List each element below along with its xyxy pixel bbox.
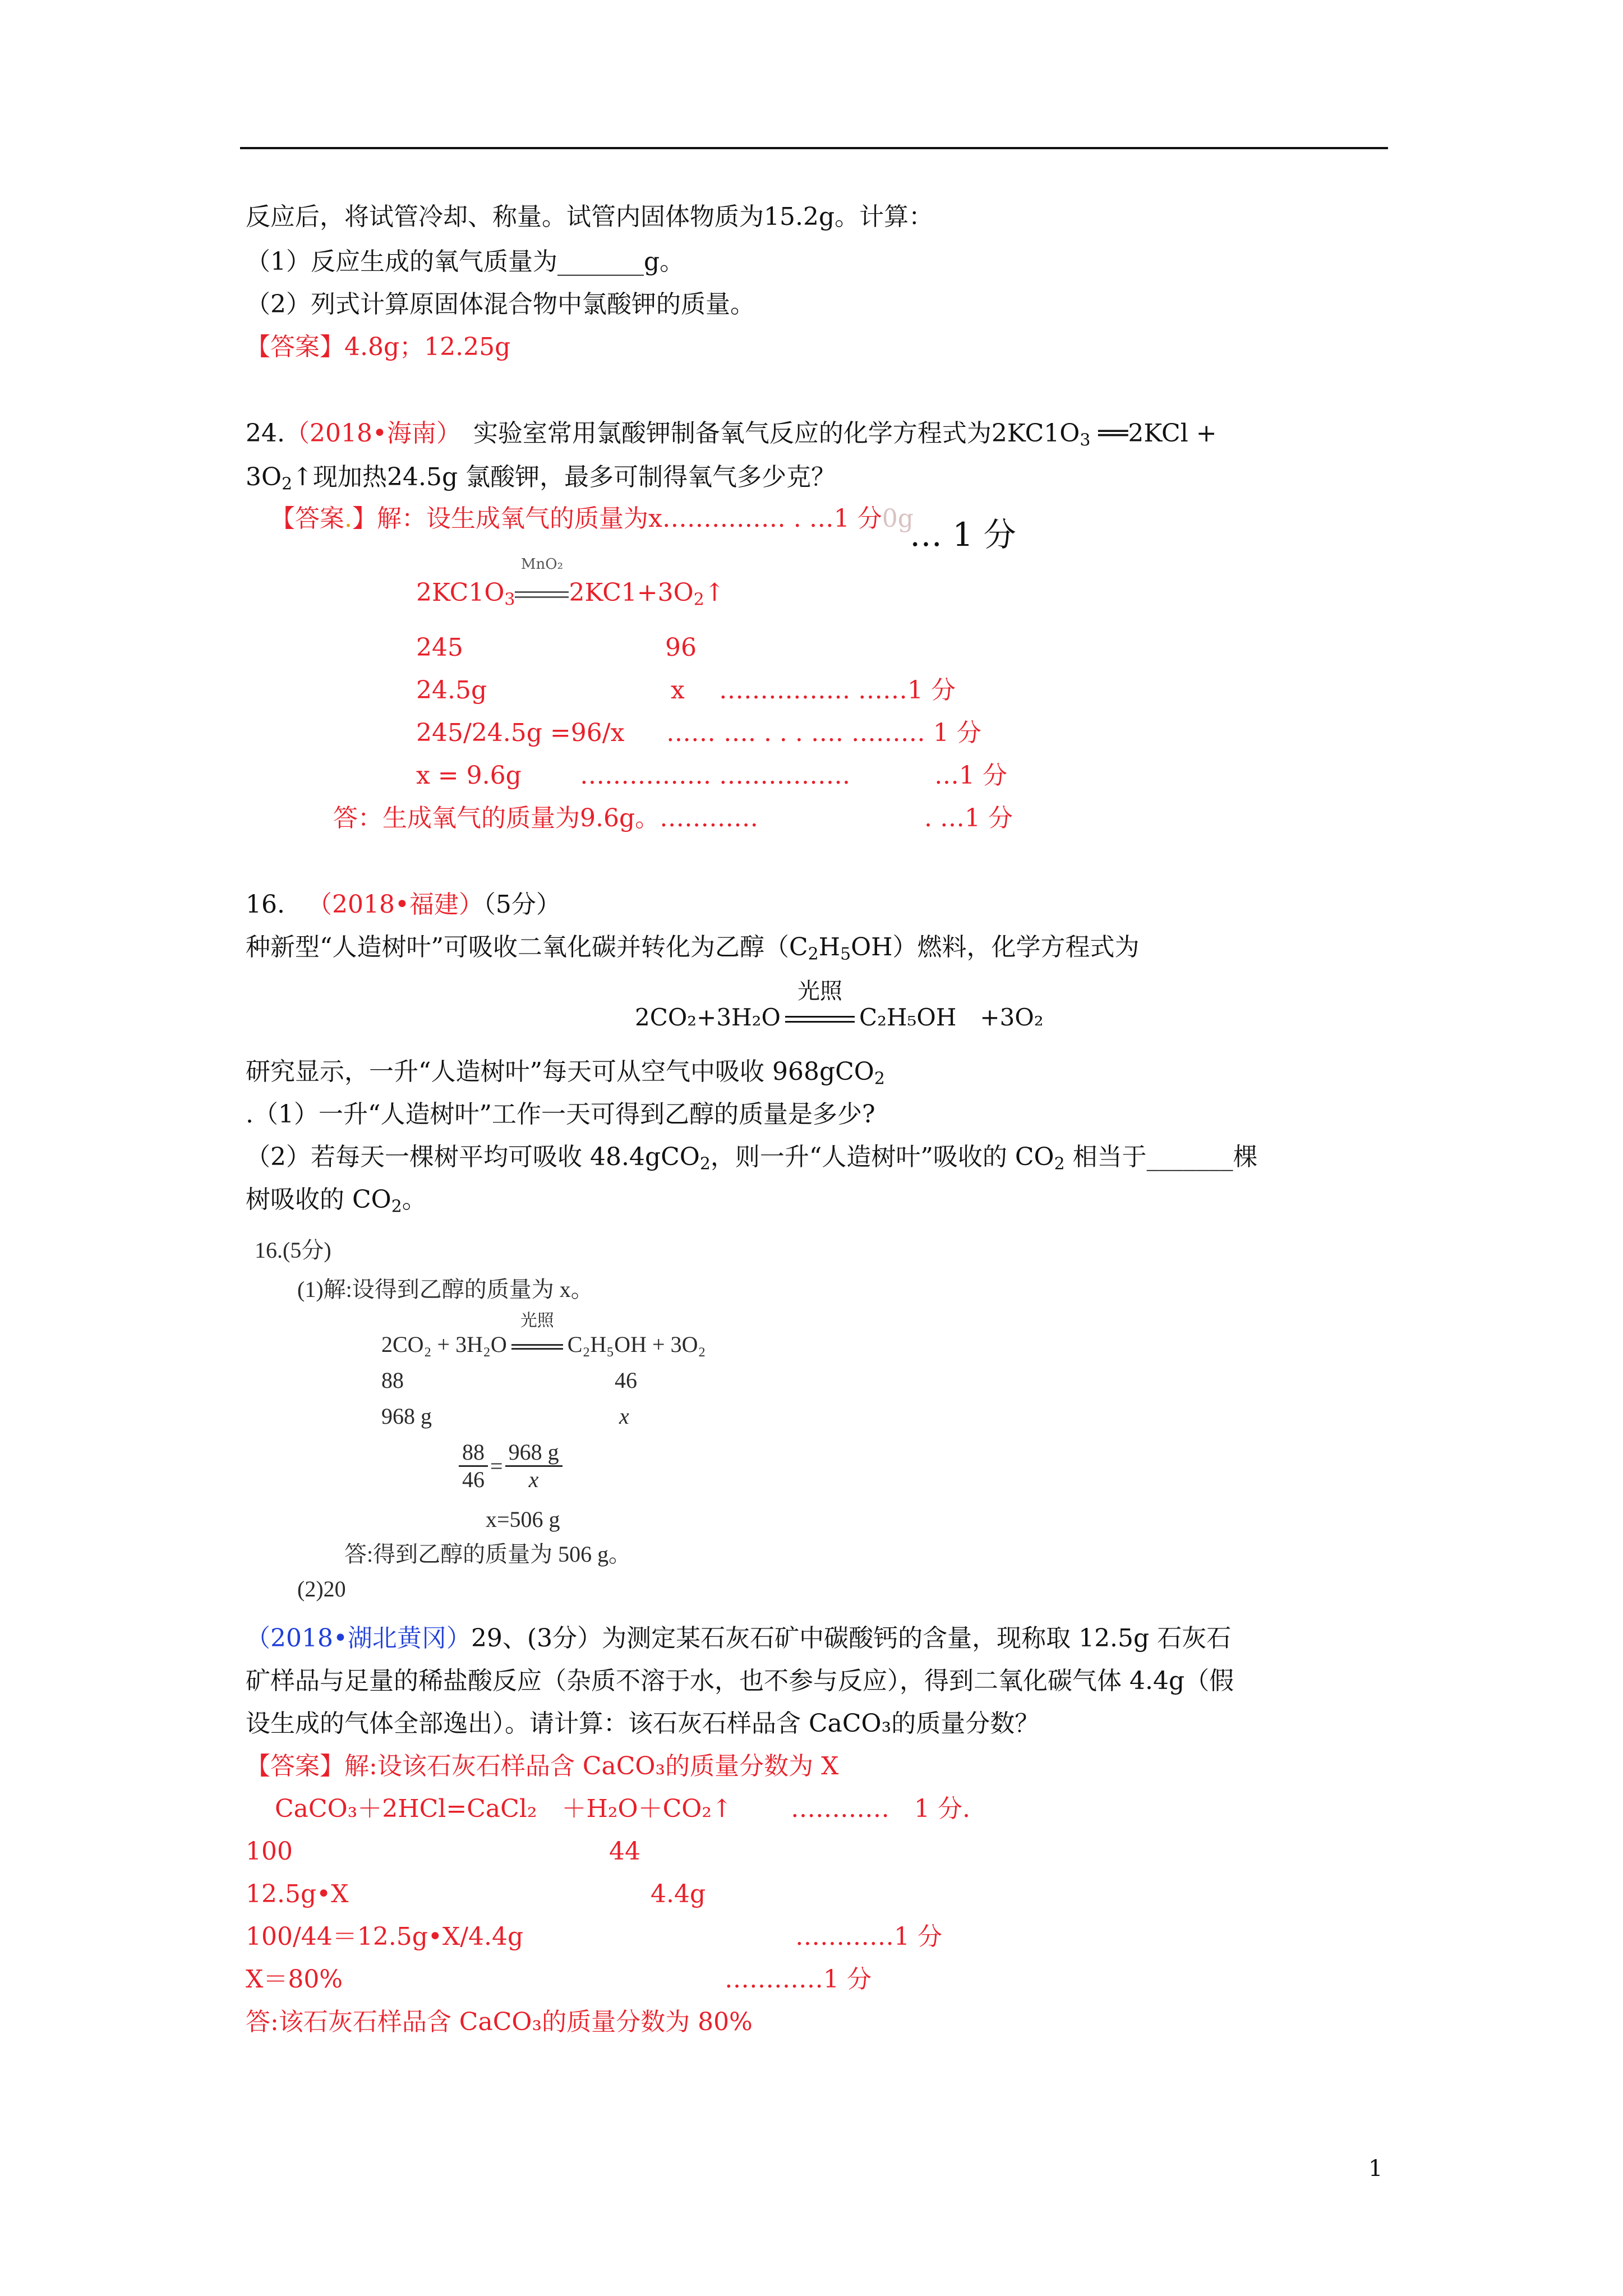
q16-sol-46: 46 (615, 1368, 637, 1393)
q24-equation (416, 556, 725, 610)
q16-sol-answer: 答:得到乙醇的质量为 506 g。 (344, 1542, 631, 1567)
q29-equation: CaCO₃＋2HCl=CaCl₂ ＋H₂O＋CO₂↑ (275, 1795, 732, 1823)
q24-stem-text: 实验室常用氯酸钾制备氧气反应的化学方程式为2KC1O (448, 419, 1080, 448)
q24-row2-score: ……………. ……1 分 (719, 676, 956, 705)
eq-arrow: ↑ (704, 578, 725, 607)
q29-row2-a: 12.5g•X (246, 1880, 349, 1908)
q24-source: （2018•海南） (284, 419, 449, 448)
eq-bar (515, 591, 569, 598)
intro-question-2: （2）列式计算原固体混合物中氯酸钾的质量。 (246, 290, 755, 319)
ghost-text: 0g (882, 504, 914, 533)
q24-row1-a: 245 (416, 633, 463, 662)
q16-sub2 (246, 1143, 1258, 1174)
q16-stem (246, 933, 1140, 964)
q16-sol-88: 88 (381, 1368, 404, 1393)
answer-label: 【答案 (270, 504, 344, 533)
q29-equation-score: ………… 1 分. (791, 1795, 970, 1823)
q29-conclusion: 答:该石灰石样品含 CaCO₃的质量分数为 80% (246, 2008, 753, 2036)
eq-condition (515, 556, 569, 608)
q24-stem-tail: ══2KCl + (1090, 419, 1217, 448)
q16-source: （2018•福建） (307, 890, 483, 919)
page-number: 1 (1368, 2156, 1383, 2182)
subscript: 2 (391, 1197, 402, 1217)
q16-sol-part2: (2)20 (297, 1576, 346, 1602)
answer-text: 】解：设生成氧气的质量为x…………… . …1 分 (352, 504, 882, 533)
q16-header (246, 891, 561, 919)
q16-sol-x: x (619, 1404, 629, 1429)
subscript: 2 (699, 1154, 711, 1174)
q16-research (246, 1058, 885, 1089)
eq-condition-label: 光照 (520, 1312, 554, 1330)
q24-big-score: … 1 分 (910, 516, 1016, 554)
subscript: 3 (504, 590, 515, 610)
q24-row4-dots: ……………. ……………. (580, 761, 850, 790)
sub2-line2-b: 。 (402, 1185, 427, 1214)
q29-stem-a: 29、(3分）为测定某石灰石矿中碳酸钙的含量，现称取 12.5g 石灰石 (471, 1624, 1232, 1653)
q24-line2-a: 3O (246, 463, 282, 491)
eq-condition (511, 1312, 563, 1358)
q29-answer (246, 1752, 838, 1781)
answer-label: 【答案】 (246, 1752, 344, 1780)
q16-sol-header: 16.(5分) (255, 1237, 331, 1263)
q24-row2-b: x (671, 676, 685, 705)
q16-points: （5分） (483, 890, 561, 919)
q29-stem-line3: 设生成的气体全部逸出）。请计算：该石灰石样品含 CaCO₃的质量分数？ (246, 1709, 1040, 1738)
eq-right: 2KC1+3O (569, 578, 694, 607)
intro-question-1: （1）反应生成的氧气质量为_______g。 (246, 247, 685, 276)
eq-condition-label: MnO₂ (520, 556, 563, 573)
q24-line2-b: ↑现加热24.5g 氯酸钾，最多可制得氧气多少克？ (292, 463, 836, 491)
fraction-right (505, 1439, 562, 1493)
q24-row4-score: …1 分 (934, 761, 1007, 790)
q24-row3-score: …… …. . . . …. ……… 1 分 (666, 719, 981, 747)
equals-sign: = (490, 1453, 503, 1479)
q24-row4-a: x = 9.6g (416, 761, 522, 790)
subscript: 2 (282, 474, 293, 494)
subscript: 2 (1054, 1154, 1065, 1174)
q16-sol-equation (381, 1312, 706, 1358)
header-rule (240, 147, 1388, 149)
q24-answer (270, 505, 914, 533)
q24-row1-b: 96 (665, 633, 697, 662)
subscript: 5 (840, 944, 851, 964)
q29-row4-a: X＝80% (246, 1965, 343, 1994)
q24-number: 24. (246, 419, 285, 448)
fraction-left (459, 1439, 488, 1493)
q29-row1-a: 100 (246, 1837, 293, 1866)
sub2-line2-a: 树吸收的 CO (246, 1185, 391, 1214)
subscript: 2 (808, 944, 819, 964)
intro-line: 反应后，将试管冷却、称量。试管内固体物质为15.2g。计算： (246, 203, 934, 231)
q29-row3-a: 100/44＝12.5g•X/4.4g (246, 1922, 524, 1951)
q16-sol-result: x=506 g (486, 1507, 560, 1532)
eq-condition-label: 光照 (797, 978, 842, 1004)
subscript: 3 (1080, 430, 1091, 450)
q29-row4-score: …………1 分 (725, 1965, 872, 1994)
eq-left: 2CO₂+3H₂O (635, 1004, 781, 1031)
eq-bar (785, 1016, 855, 1023)
answer-text: 4.8g；12.25g (344, 333, 511, 361)
eq-condition (785, 978, 855, 1031)
q24-stem-line2 (246, 463, 836, 494)
answer-mark: . (344, 504, 352, 533)
q16-sol-fraction (459, 1439, 562, 1493)
numerator: 968 g (505, 1439, 562, 1467)
q24-conclusion-score: . …1 分 (924, 804, 1013, 832)
q16-number: 16. (246, 890, 285, 919)
eq-left: 2CO₂ + 3H₂O (381, 1332, 507, 1357)
denominator: 46 (462, 1467, 485, 1492)
research-text: 研究显示，一升“人造树叶”每天可从空气中吸收 968gCO (246, 1057, 874, 1086)
eq-left: 2KC1O (416, 578, 505, 607)
q24-row3-a: 245/24.5g =96/x (416, 719, 625, 747)
answer-label: 【答案】 (246, 333, 344, 361)
q16-sub1: .（1）一升“人造树叶”工作一天可得到乙醇的质量是多少? (246, 1100, 875, 1129)
q16-stem-c: OH）燃料，化学方程式为 (851, 933, 1140, 961)
sub2-b: ，则一升“人造树叶”吸收的 CO (710, 1143, 1054, 1171)
q24-stem (246, 420, 1217, 450)
denominator: x (528, 1467, 539, 1492)
q29-row1-b: 44 (609, 1837, 640, 1866)
eq-right: C₂H₅OH + 3O₂ (567, 1332, 706, 1357)
q24-conclusion: 答：生成氧气的质量为9.6g。………… (333, 804, 759, 832)
sub2-c: 相当于_______棵 (1064, 1143, 1258, 1171)
eq-right: C₂H₅OH +3O₂ (859, 1004, 1044, 1031)
q16-equation (635, 978, 1044, 1031)
q24-row2-a: 24.5g (416, 676, 487, 705)
q16-sol-968: 968 g (381, 1404, 432, 1429)
subscript: 2 (693, 590, 704, 610)
q29-source: （2018•湖北黄冈） (246, 1624, 471, 1653)
q16-stem-b: H (818, 933, 841, 961)
q16-stem-a: 种新型“人造树叶”可吸收二氧化碳并转化为乙醇（C (246, 933, 808, 961)
q29-row2-b: 4.4g (651, 1880, 706, 1908)
q16-sol-set: (1)解:设得到乙醇的质量为 x。 (297, 1277, 593, 1302)
sub2-a: （2）若每天一棵树平均可吸收 48.4gCO (246, 1143, 700, 1171)
q16-sub2-line2 (246, 1186, 427, 1217)
intro-answer (246, 333, 510, 362)
q29-row3-score: …………1 分 (795, 1922, 942, 1951)
subscript: 2 (874, 1069, 885, 1089)
q29-stem (246, 1625, 1231, 1653)
numerator: 88 (459, 1439, 488, 1467)
answer-text: 解:设该石灰石样品含 CaCO₃的质量分数为 X (344, 1752, 839, 1780)
q29-stem-line2: 矿样品与足量的稀盐酸反应（杂质不溶于水，也不参与反应），得到二氧化碳气体 4.4g（假 (246, 1667, 1234, 1695)
eq-bar (511, 1344, 563, 1350)
